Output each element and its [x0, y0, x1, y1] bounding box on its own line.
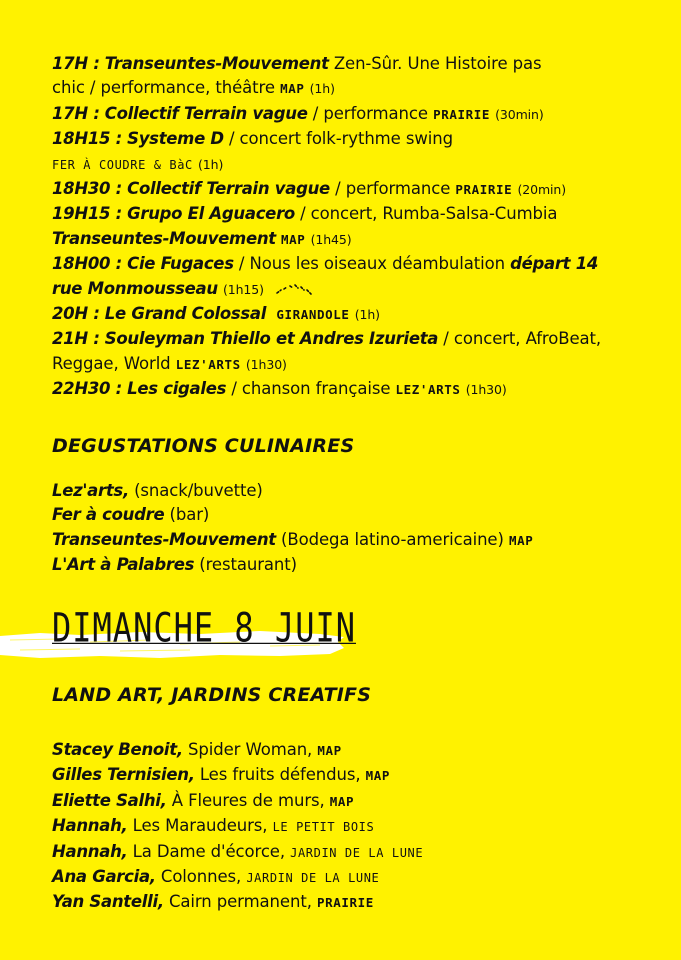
list-item	[52, 890, 652, 915]
item-desc: La Dame d'écorce,	[127, 841, 291, 861]
item-desc: Colonnes,	[155, 867, 247, 887]
program-desc: / concert folk-rythme swing	[223, 129, 453, 149]
program-artist: Cie Fugaces	[127, 254, 234, 274]
item-venue: LE PETIT BOIS	[272, 820, 375, 835]
program-desc: / performance	[307, 103, 434, 123]
item-name: Eliette Salhi,	[52, 790, 167, 810]
squiggle-icon	[275, 282, 315, 296]
program-artist: Le Grand Colossal	[104, 304, 267, 324]
program-item	[52, 102, 652, 127]
program-venue: PRAIRIE	[455, 182, 513, 198]
list-item	[52, 763, 652, 788]
program-desc: Zen-Sûr. Une Histoire pas	[328, 54, 542, 73]
program-location: départ 14	[510, 254, 599, 274]
program-item	[52, 377, 652, 402]
program-desc: / Nous les oiseaux déambulation	[233, 254, 511, 274]
program-item-cont	[52, 76, 652, 101]
program-time: 17H :	[52, 103, 100, 123]
program-time: 18H15 :	[52, 129, 122, 149]
item-name: Lez'arts,	[52, 480, 129, 500]
program-item	[52, 177, 652, 202]
day-title: DIMANCHE 8 JUIN	[52, 604, 356, 652]
item-desc: (snack/buvette)	[128, 480, 263, 500]
program-item	[52, 202, 652, 226]
item-venue: PRAIRIE	[316, 895, 374, 911]
program-item	[52, 327, 652, 351]
program-time: 20H :	[52, 304, 100, 324]
list-item	[52, 553, 652, 577]
program-duration: (30min)	[495, 106, 544, 122]
list-item	[52, 479, 652, 503]
item-name: Ana Garcia,	[52, 867, 156, 887]
program-desc: / concert, AfroBeat,	[438, 329, 602, 349]
program-venue: MAP	[281, 231, 306, 247]
program-location: rue Monmousseau	[52, 278, 218, 298]
item-name: Hannah,	[52, 816, 128, 836]
list-item	[52, 738, 652, 763]
program-venue: LEZ'ARTS	[395, 382, 461, 398]
program-item-cont	[52, 152, 652, 177]
list-item	[52, 840, 652, 865]
program-time: 21H :	[52, 329, 100, 349]
program-duration: (1h)	[354, 307, 380, 323]
item-venue: MAP	[329, 793, 355, 809]
item-name: Stacey Benoit,	[52, 740, 183, 759]
program-artist: Systeme D	[127, 129, 224, 149]
item-venue: MAP	[317, 743, 342, 758]
program-duration: (1h30)	[465, 382, 507, 398]
program-desc: / concert, Rumba-Salsa-Cumbia	[294, 204, 558, 224]
landart-section	[52, 682, 652, 916]
item-desc: Cairn permanent,	[163, 892, 317, 912]
list-item	[52, 789, 652, 814]
program-desc: Reggae, World	[52, 353, 176, 373]
program-artist: Les cigales	[127, 379, 227, 399]
program-desc: / chanson française	[226, 379, 396, 399]
program-item-cont	[52, 227, 652, 252]
item-name: Fer à coudre	[52, 505, 165, 525]
program-item	[52, 127, 652, 151]
program-venue: GIRANDOLE	[276, 307, 350, 323]
program-duration: (1h15)	[222, 281, 264, 297]
item-desc: Spider Woman,	[182, 740, 318, 759]
item-desc: Les fruits défendus,	[194, 765, 366, 785]
list-item	[52, 503, 652, 527]
list-item	[52, 865, 652, 890]
item-name: Yan Santelli,	[52, 892, 164, 912]
program-desc: chic / performance, théâtre	[52, 78, 281, 98]
program-duration: (1h)	[309, 81, 335, 97]
program-artist: Collectif Terrain vague	[104, 103, 308, 123]
program-venue: MAP	[280, 81, 305, 97]
program-desc: / performance	[329, 179, 456, 199]
program-time: 18H30 :	[52, 179, 122, 199]
program-duration: (1h30)	[245, 356, 287, 372]
program-item	[52, 252, 652, 276]
program-duration: (1h)	[198, 156, 224, 172]
item-name: L'Art à Palabres	[52, 554, 195, 574]
item-desc: À Fleures de murs,	[166, 790, 330, 810]
program-artist: Transeuntes-Mouvement	[104, 54, 329, 73]
item-desc: (bar)	[164, 505, 210, 525]
section-title-landart: LAND ART, JARDINS CREATIFS	[52, 684, 372, 706]
program-duration: (20min)	[517, 182, 566, 198]
program-artist: Collectif Terrain vague	[127, 179, 330, 199]
item-name: Transeuntes-Mouvement	[52, 529, 276, 549]
program-item	[52, 302, 652, 327]
item-venue: JARDIN DE LA LUNE	[290, 845, 424, 860]
item-name: Gilles Ternisien,	[52, 765, 195, 785]
item-name: Hannah,	[52, 841, 128, 861]
item-venue: JARDIN DE LA LUNE	[246, 871, 380, 886]
program-venue: FER À COUDRE & BàC	[52, 157, 193, 172]
item-venue: MAP	[508, 532, 534, 548]
program-time: 18H00 :	[52, 254, 122, 274]
program-item-cont	[52, 277, 652, 302]
program-time: 17H :	[52, 54, 100, 73]
program-artist: Transeuntes-Mouvement	[52, 228, 276, 248]
program-duration: (1h45)	[310, 231, 352, 247]
program-list	[52, 52, 652, 577]
program-item-cont	[52, 352, 652, 377]
program-time: 19H15 :	[52, 204, 122, 224]
program-venue: PRAIRIE	[433, 106, 490, 122]
item-desc: Les Maraudeurs,	[127, 816, 273, 836]
item-desc: (Bodega latino-americaine)	[275, 529, 509, 549]
program-artist: Grupo El Aguacero	[127, 204, 295, 224]
program-artist: Souleyman Thiello et Andres Izurieta	[104, 329, 439, 349]
list-item	[52, 814, 652, 839]
list-item	[52, 528, 652, 553]
program-item	[52, 52, 652, 76]
program-time: 22H30 :	[52, 379, 122, 399]
program-venue: LEZ'ARTS	[175, 356, 241, 372]
item-desc: (restaurant)	[194, 554, 297, 574]
section-title-degustations: DEGUSTATIONS CULINAIRES	[52, 434, 355, 457]
item-venue: MAP	[365, 768, 391, 784]
